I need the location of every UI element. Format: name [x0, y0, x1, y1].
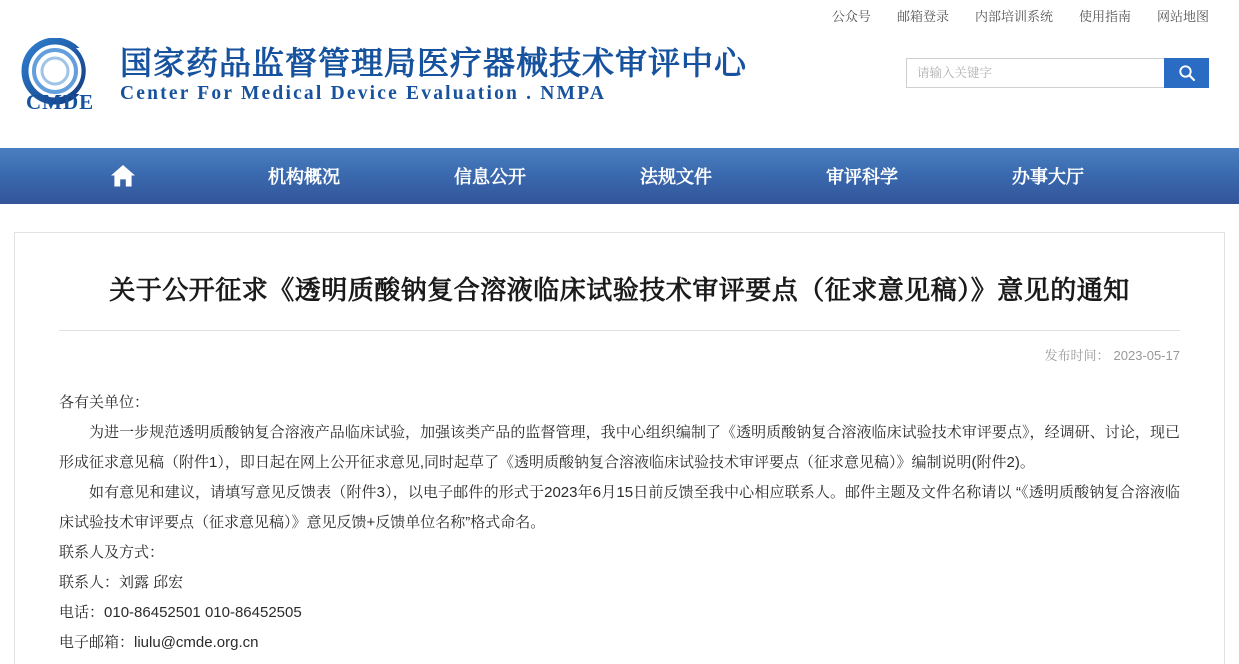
contact-person-value: 刘露 邱宏: [119, 574, 184, 592]
top-link-sitemap[interactable]: 网站地图: [1156, 8, 1209, 24]
home-icon: [109, 163, 137, 189]
svg-text:CMDE: CMDE: [26, 90, 95, 112]
contact-email-label: 电子邮箱：: [59, 634, 135, 652]
publish-label: 发布时间：: [1044, 348, 1110, 364]
contact-heading: 联系人及方式：: [59, 544, 165, 562]
top-link-wechat[interactable]: 公众号: [831, 8, 871, 24]
nav-item-disclosure[interactable]: 信息公开: [454, 167, 526, 187]
contact-block: [59, 538, 1180, 658]
search-input[interactable]: [906, 58, 1164, 88]
top-utility-bar: [0, 0, 1239, 30]
contact-person: [59, 568, 1180, 598]
search-box[interactable]: [906, 58, 1209, 88]
nav-item-overview[interactable]: 机构概况: [268, 167, 340, 187]
article-paragraph-salutation: 各有关单位：: [59, 394, 150, 412]
site-header: [0, 30, 1239, 140]
cmde-logo-icon: [14, 38, 110, 112]
brand-title-cn: 国家药品监督管理局医疗器械技术审评中心: [120, 44, 748, 81]
article-body: [15, 364, 1224, 658]
search-button[interactable]: [1164, 58, 1209, 88]
nav-item-review-science[interactable]: 审评科学: [826, 167, 898, 187]
article-card: [14, 232, 1225, 664]
article-paragraph-2: 如有意见和建议，请填写意见反馈表（附件3），以电子邮件的形式于2023年6月15日前反馈至我中心相应联系人。邮件主题及文件名称请以 “《透明质酸钠复合溶液临床试验技术审评要点（征求意见稿）》意见反馈+反馈单位名称”格式命名。: [59, 484, 1180, 532]
top-link-user-guide[interactable]: 使用指南: [1078, 8, 1131, 24]
article-paragraph-1: 为进一步规范透明质酸钠复合溶液产品临床试验，加强该类产品的监督管理，我中心组织编制了《透明质酸钠复合溶液临床试验技术审评要点》，经调研、讨论，现已形成征求意见稿（附件1），即日起在网上公开征求意见,同时起草了《透明质酸钠复合溶液临床试验技术审评要点（征求意见稿）》编制说明(附件2)。: [59, 424, 1180, 472]
brand-title-en: Center For Medical Device Evaluation . NMPA: [120, 82, 607, 104]
contact-phone-value: 010-86452501 010-86452505: [104, 604, 302, 622]
page-title: 关于公开征求《透明质酸钠复合溶液临床试验技术审评要点（征求意见稿）》意见的通知: [109, 276, 1130, 305]
nav-item-regulations[interactable]: 法规文件: [640, 167, 712, 187]
search-icon: [1178, 64, 1196, 82]
contact-phone-label: 电话：: [59, 604, 105, 622]
contact-email: [59, 628, 1180, 658]
contact-email-value[interactable]: liulu@cmde.org.cn: [134, 634, 259, 652]
main-nav: [0, 148, 1239, 204]
publish-info: [15, 331, 1224, 364]
contact-person-label: 联系人：: [59, 574, 120, 592]
nav-item-service-hall[interactable]: 办事大厅: [1012, 167, 1084, 187]
contact-phone: [59, 598, 1180, 628]
nav-item-home[interactable]: [92, 148, 154, 204]
top-link-internal-training[interactable]: 内部培训系统: [974, 8, 1053, 24]
top-link-mail-login[interactable]: 邮箱登录: [896, 8, 949, 24]
brand-logo[interactable]: [14, 38, 747, 112]
publish-date: 2023-05-17: [1113, 348, 1180, 364]
